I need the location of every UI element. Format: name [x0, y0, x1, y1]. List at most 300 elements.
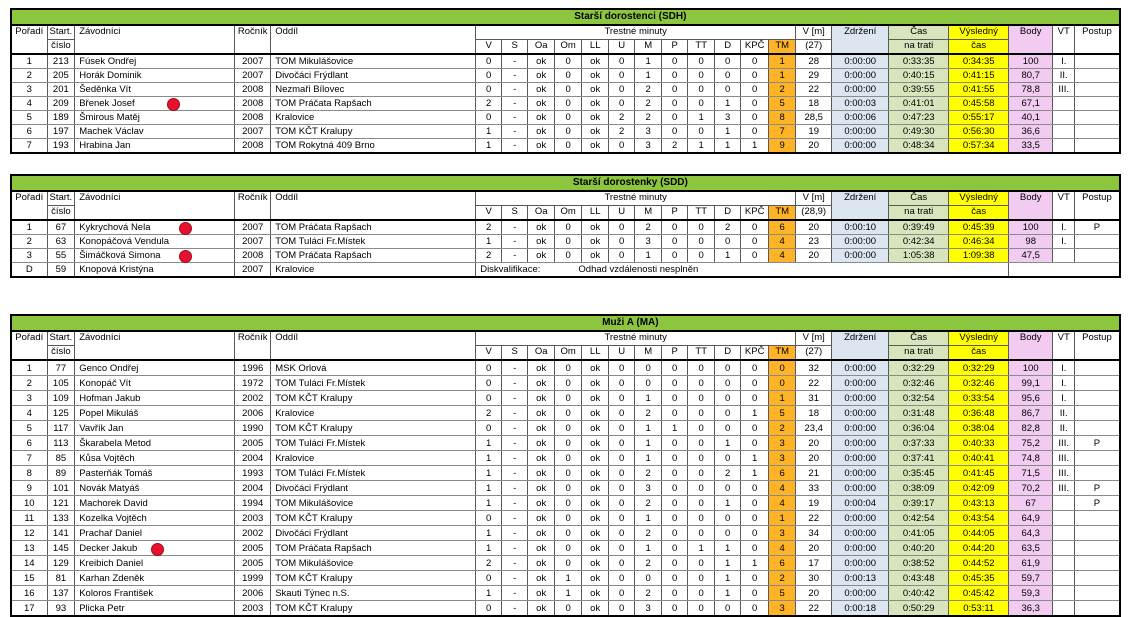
final-time-cell: 0:45:35	[949, 571, 1009, 586]
rank-cell: 4	[11, 97, 47, 111]
col-header-tm: TM	[769, 40, 796, 55]
club-cell: TOM Tuláci Fr.Místek	[271, 436, 476, 451]
racer-name-cell: Machek Václav	[75, 125, 235, 139]
results-table-sdh	[10, 8, 1121, 154]
penalty-cell: ok	[582, 69, 609, 83]
advancement-cell	[1075, 541, 1120, 556]
performance-class-cell: II.	[1053, 406, 1075, 421]
penalty-cell: -	[502, 466, 528, 481]
distance-estimate-cell: 31	[796, 391, 832, 406]
birth-year-cell: 1990	[235, 421, 271, 436]
points-cell: 36,6	[1009, 125, 1053, 139]
penalty-cell: 1	[476, 125, 502, 139]
penalty-cell: 0	[715, 451, 741, 466]
distance-estimate-cell: 29	[796, 69, 832, 83]
col-header-pen-p: P	[662, 206, 688, 221]
distance-estimate-cell: 20	[796, 436, 832, 451]
col-header-pen-m: M	[635, 40, 662, 55]
result-row	[11, 54, 1120, 69]
penalty-cell: -	[502, 481, 528, 496]
penalty-cell: 0	[715, 83, 741, 97]
advancement-cell	[1075, 235, 1120, 249]
penalty-cell: ok	[582, 220, 609, 235]
track-time-cell: 0:40:42	[889, 586, 949, 601]
track-time-cell: 0:38:09	[889, 481, 949, 496]
col-header-year: Ročník	[235, 331, 271, 360]
distance-estimate-cell: 20	[796, 249, 832, 263]
col-header-penalty-group: Trestné minuty	[476, 331, 796, 346]
col-header-club: Oddíl	[271, 25, 476, 54]
col-header-bib-line2: číslo	[47, 40, 75, 55]
penalty-cell: -	[502, 451, 528, 466]
tm-total-cell: 3	[769, 526, 796, 541]
col-header-pen-d: D	[715, 206, 741, 221]
penalty-cell: 0	[555, 526, 582, 541]
penalty-cell: 0	[476, 421, 502, 436]
penalty-cell: 0	[662, 69, 688, 83]
club-cell: Kralovice	[271, 406, 476, 421]
performance-class-cell: III.	[1053, 466, 1075, 481]
result-row	[11, 125, 1120, 139]
rank-cell: 5	[11, 421, 47, 436]
birth-year-cell: 2005	[235, 541, 271, 556]
penalty-cell: 0	[688, 406, 715, 421]
penalty-cell: 0	[688, 436, 715, 451]
penalty-cell: ok	[582, 125, 609, 139]
delay-cell: 0:00:00	[832, 586, 889, 601]
advancement-cell	[1075, 69, 1120, 83]
rank-cell: 11	[11, 511, 47, 526]
performance-class-cell	[1053, 111, 1075, 125]
club-cell: Divočáci Frýdlant	[271, 526, 476, 541]
points-cell: 86,7	[1009, 406, 1053, 421]
club-cell: TOM Tuláci Fr.Místek	[271, 376, 476, 391]
red-marker-dot	[151, 543, 164, 556]
result-row	[11, 220, 1120, 235]
tm-total-cell: 5	[769, 97, 796, 111]
col-header-vt: VT	[1053, 191, 1075, 220]
col-header-vm-note: (28,9)	[796, 206, 832, 221]
penalty-cell: 1	[715, 139, 741, 154]
penalty-cell: 0	[688, 54, 715, 69]
points-cell: 70,2	[1009, 481, 1053, 496]
penalty-cell: 0	[555, 69, 582, 83]
penalty-cell: -	[502, 586, 528, 601]
delay-cell: 0:00:00	[832, 139, 889, 154]
penalty-cell: 0	[741, 220, 769, 235]
delay-cell: 0:00:00	[832, 125, 889, 139]
tm-total-cell: 8	[769, 111, 796, 125]
bib-number-cell: 213	[47, 54, 75, 69]
penalty-cell: 0	[635, 376, 662, 391]
birth-year-cell: 2003	[235, 511, 271, 526]
racer-name-cell: Prachař Daniel	[75, 526, 235, 541]
disqualification-cell	[476, 263, 1009, 278]
penalty-cell: ok	[582, 235, 609, 249]
penalty-cell: ok	[582, 571, 609, 586]
penalty-cell: -	[502, 436, 528, 451]
penalty-cell: 0	[609, 69, 635, 83]
club-cell: TOM KČT Kralupy	[271, 511, 476, 526]
penalty-cell: ok	[528, 125, 555, 139]
performance-class-cell: I.	[1053, 360, 1075, 376]
penalty-cell: 0	[555, 511, 582, 526]
rank-cell: 1	[11, 54, 47, 69]
penalty-cell: ok	[582, 601, 609, 617]
points-cell: 61,9	[1009, 556, 1053, 571]
penalty-cell: 0	[609, 436, 635, 451]
penalty-cell: 1	[741, 139, 769, 154]
club-cell: Divočáci Frýdlant	[271, 481, 476, 496]
penalty-cell: 0	[662, 97, 688, 111]
penalty-cell: ok	[528, 451, 555, 466]
track-time-cell: 0:32:46	[889, 376, 949, 391]
penalty-cell: -	[502, 601, 528, 617]
tm-total-cell: 6	[769, 466, 796, 481]
col-header-final-line2: čas	[949, 40, 1009, 55]
racer-name-cell: Šimáčková Simona	[75, 249, 235, 263]
bib-number-cell: 85	[47, 451, 75, 466]
penalty-cell: 0	[688, 220, 715, 235]
rank-cell: 6	[11, 125, 47, 139]
racer-name-cell: Knopová Kristýna	[75, 263, 235, 278]
points-cell: 75,2	[1009, 436, 1053, 451]
penalty-cell: 1	[635, 69, 662, 83]
bib-number-cell: 189	[47, 111, 75, 125]
penalty-cell: 2	[635, 406, 662, 421]
penalty-cell: 0	[476, 391, 502, 406]
penalty-cell: 1	[715, 496, 741, 511]
penalty-cell: 1	[476, 526, 502, 541]
racer-name-cell: Fúsek Ondřej	[75, 54, 235, 69]
club-cell: TOM Tuláci Fr.Místek	[271, 466, 476, 481]
bib-number-cell: 141	[47, 526, 75, 541]
penalty-cell: 0	[741, 481, 769, 496]
penalty-cell: -	[502, 125, 528, 139]
result-row	[11, 83, 1120, 97]
final-time-cell: 0:45:39	[949, 220, 1009, 235]
track-time-cell: 0:39:17	[889, 496, 949, 511]
result-row	[11, 451, 1120, 466]
penalty-cell: 0	[741, 601, 769, 617]
distance-estimate-cell: 19	[796, 125, 832, 139]
track-time-cell: 0:41:05	[889, 526, 949, 541]
penalty-cell: 1	[555, 571, 582, 586]
penalty-cell: ok	[528, 360, 555, 376]
penalty-cell: ok	[528, 421, 555, 436]
track-time-cell: 0:43:48	[889, 571, 949, 586]
penalty-cell: -	[502, 111, 528, 125]
club-cell: TOM KČT Kralupy	[271, 421, 476, 436]
delay-cell: 0:00:00	[832, 436, 889, 451]
col-header-rank: Pořadí	[11, 331, 47, 360]
performance-class-cell	[1053, 511, 1075, 526]
delay-cell: 0:00:00	[832, 376, 889, 391]
bib-number-cell: 67	[47, 220, 75, 235]
penalty-cell: 1	[715, 249, 741, 263]
penalty-cell: 0	[715, 421, 741, 436]
penalty-cell: 0	[476, 601, 502, 617]
penalty-cell: -	[502, 54, 528, 69]
penalty-cell: ok	[528, 83, 555, 97]
result-row	[11, 249, 1120, 263]
col-header-pen-m: M	[635, 346, 662, 361]
distance-estimate-cell: 22	[796, 83, 832, 97]
penalty-cell: 0	[609, 220, 635, 235]
rank-cell: 8	[11, 466, 47, 481]
club-cell: TOM Tuláci Fr.Místek	[271, 235, 476, 249]
advancement-cell	[1075, 391, 1120, 406]
track-time-cell: 0:42:54	[889, 511, 949, 526]
col-header-pen-u: U	[609, 346, 635, 361]
tm-total-cell: 0	[769, 376, 796, 391]
penalty-cell: -	[502, 249, 528, 263]
points-cell: 64,3	[1009, 526, 1053, 541]
tm-total-cell: 4	[769, 235, 796, 249]
penalty-cell: ok	[582, 360, 609, 376]
racer-name-cell: Šeděnka Vít	[75, 83, 235, 97]
penalty-cell: 3	[635, 235, 662, 249]
col-header-pen-oa: Oa	[528, 346, 555, 361]
col-header-racers: Závodníci	[75, 331, 235, 360]
penalty-cell: 0	[555, 97, 582, 111]
points-cell: 36,3	[1009, 601, 1053, 617]
club-cell: TOM KČT Kralupy	[271, 391, 476, 406]
final-time-cell: 0:42:09	[949, 481, 1009, 496]
distance-estimate-cell: 28,5	[796, 111, 832, 125]
track-time-cell: 0:47:23	[889, 111, 949, 125]
penalty-cell: 0	[688, 69, 715, 83]
delay-cell: 0:00:06	[832, 111, 889, 125]
penalty-cell: 2	[635, 466, 662, 481]
penalty-cell: 0	[715, 601, 741, 617]
results-sheet	[0, 8, 1128, 614]
points-cell: 100	[1009, 220, 1053, 235]
advancement-cell	[1075, 360, 1120, 376]
penalty-cell: 2	[609, 111, 635, 125]
penalty-cell: -	[502, 526, 528, 541]
advancement-cell	[1075, 421, 1120, 436]
col-header-pen-ll: LL	[582, 40, 609, 55]
distance-estimate-cell: 19	[796, 496, 832, 511]
racer-name-cell: Decker Jakub	[75, 541, 235, 556]
penalty-cell: 0	[555, 466, 582, 481]
bib-number-cell: 201	[47, 83, 75, 97]
penalty-cell: -	[502, 376, 528, 391]
penalty-cell: 0	[688, 496, 715, 511]
final-time-cell: 0:43:54	[949, 511, 1009, 526]
col-header-advance: Postup	[1075, 331, 1120, 360]
penalty-cell: 0	[609, 526, 635, 541]
penalty-cell: 3	[635, 125, 662, 139]
distance-estimate-cell: 20	[796, 139, 832, 154]
tm-total-cell: 2	[769, 571, 796, 586]
final-time-cell: 0:33:54	[949, 391, 1009, 406]
advancement-cell	[1075, 511, 1120, 526]
penalty-cell: 0	[609, 466, 635, 481]
distance-estimate-cell: 28	[796, 54, 832, 69]
penalty-cell: ok	[528, 481, 555, 496]
red-marker-dot	[179, 250, 192, 263]
tm-total-cell: 1	[769, 69, 796, 83]
penalty-cell: 2	[609, 125, 635, 139]
penalty-cell: 1	[476, 451, 502, 466]
distance-estimate-cell: 20	[796, 541, 832, 556]
penalty-cell: 0	[609, 54, 635, 69]
penalty-cell: 1	[476, 436, 502, 451]
penalty-cell: 0	[662, 556, 688, 571]
birth-year-cell: 1972	[235, 376, 271, 391]
penalty-cell: ok	[528, 466, 555, 481]
rank-cell: 7	[11, 139, 47, 154]
penalty-cell: 3	[715, 111, 741, 125]
penalty-cell: 0	[476, 571, 502, 586]
penalty-cell: 0	[662, 376, 688, 391]
penalty-cell: 0	[555, 235, 582, 249]
penalty-cell: 2	[635, 526, 662, 541]
col-header-pen-u: U	[609, 206, 635, 221]
racer-name-cell: Břenek Josef	[75, 97, 235, 111]
birth-year-cell: 2007	[235, 54, 271, 69]
penalty-cell: ok	[528, 511, 555, 526]
final-time-cell: 0:32:46	[949, 376, 1009, 391]
points-cell: 74,8	[1009, 451, 1053, 466]
penalty-cell: 0	[609, 391, 635, 406]
birth-year-cell: 2008	[235, 249, 271, 263]
penalty-cell: 2	[476, 249, 502, 263]
penalty-cell: 1	[476, 481, 502, 496]
tm-total-cell: 6	[769, 556, 796, 571]
performance-class-cell: III.	[1053, 436, 1075, 451]
racer-name-cell: Machorek David	[75, 496, 235, 511]
penalty-cell: 0	[476, 111, 502, 125]
result-row	[11, 69, 1120, 83]
col-header-tm: TM	[769, 346, 796, 361]
penalty-cell: 2	[635, 111, 662, 125]
penalty-cell: 0	[609, 421, 635, 436]
penalty-cell: 0	[662, 220, 688, 235]
birth-year-cell: 2007	[235, 69, 271, 83]
penalty-cell: 0	[555, 220, 582, 235]
rank-cell: 12	[11, 526, 47, 541]
performance-class-cell	[1053, 496, 1075, 511]
racer-name-cell: Kykrychová Nela	[75, 220, 235, 235]
penalty-cell: 0	[688, 586, 715, 601]
penalty-cell: 1	[662, 421, 688, 436]
col-header-pen-oa: Oa	[528, 206, 555, 221]
penalty-cell: 3	[635, 139, 662, 154]
penalty-cell: -	[502, 541, 528, 556]
club-cell: TOM Práčata Rapšach	[271, 220, 476, 235]
penalty-cell: 1	[741, 466, 769, 481]
result-row	[11, 481, 1120, 496]
col-header-points: Body	[1009, 25, 1053, 54]
penalty-cell: 2	[662, 139, 688, 154]
penalty-cell: 0	[476, 54, 502, 69]
result-row	[11, 466, 1120, 481]
delay-cell: 0:00:00	[832, 360, 889, 376]
points-cell: 47,5	[1009, 249, 1053, 263]
track-time-cell: 0:37:41	[889, 451, 949, 466]
penalty-cell: 0	[662, 601, 688, 617]
final-time-cell: 0:41:55	[949, 83, 1009, 97]
points-cell: 80,7	[1009, 69, 1053, 83]
penalty-cell: 0	[662, 235, 688, 249]
advancement-cell	[1075, 376, 1120, 391]
birth-year-cell: 2005	[235, 556, 271, 571]
points-cell: 71,5	[1009, 466, 1053, 481]
penalty-cell: ok	[528, 436, 555, 451]
racer-name-cell: Kozelka Vojtěch	[75, 511, 235, 526]
col-header-pen-u: U	[609, 40, 635, 55]
penalty-cell: -	[502, 496, 528, 511]
penalty-cell: 0	[688, 466, 715, 481]
final-time-cell: 0:46:34	[949, 235, 1009, 249]
penalty-cell: 0	[688, 571, 715, 586]
bib-number-cell: 193	[47, 139, 75, 154]
col-header-bib-line2: číslo	[47, 346, 75, 361]
col-header-vt: VT	[1053, 331, 1075, 360]
penalty-cell: 1	[741, 556, 769, 571]
table-title-sdh: Starší dorostenci (SDH)	[11, 9, 1120, 25]
penalty-cell: 0	[715, 391, 741, 406]
advancement-cell: P	[1075, 220, 1120, 235]
delay-cell: 0:00:03	[832, 97, 889, 111]
advancement-cell	[1075, 97, 1120, 111]
advancement-cell	[1075, 54, 1120, 69]
advancement-cell	[1075, 451, 1120, 466]
birth-year-cell: 2003	[235, 601, 271, 617]
racer-name-cell: Hofman Jakub	[75, 391, 235, 406]
club-cell: Kralovice	[271, 451, 476, 466]
track-time-cell: 0:41:01	[889, 97, 949, 111]
col-header-pen-m: M	[635, 206, 662, 221]
penalty-cell: 0	[476, 376, 502, 391]
rank-cell: 3	[11, 391, 47, 406]
penalty-cell: 0	[555, 125, 582, 139]
penalty-cell: ok	[582, 376, 609, 391]
penalty-cell: 1	[476, 139, 502, 154]
penalty-cell: 0	[741, 391, 769, 406]
distance-estimate-cell: 20	[796, 586, 832, 601]
penalty-cell: 0	[635, 360, 662, 376]
penalty-cell: 0	[555, 111, 582, 125]
bib-number-cell: 205	[47, 69, 75, 83]
penalty-cell: 0	[715, 481, 741, 496]
birth-year-cell: 2008	[235, 83, 271, 97]
penalty-cell: 0	[741, 376, 769, 391]
penalty-cell: 0	[662, 541, 688, 556]
col-header-delay: Zdržení	[832, 191, 889, 220]
delay-cell: 0:00:00	[832, 391, 889, 406]
penalty-cell: -	[502, 360, 528, 376]
racer-name-cell: Hrabina Jan	[75, 139, 235, 154]
penalty-cell: 0	[741, 69, 769, 83]
penalty-cell: ok	[528, 111, 555, 125]
col-header-advance: Postup	[1075, 25, 1120, 54]
penalty-cell: 2	[635, 556, 662, 571]
col-header-pen-v: V	[476, 346, 502, 361]
result-row	[11, 601, 1120, 617]
penalty-cell: 2	[715, 466, 741, 481]
rank-cell: 9	[11, 481, 47, 496]
birth-year-cell: 2006	[235, 406, 271, 421]
penalty-cell: 0	[688, 601, 715, 617]
result-row	[11, 139, 1120, 154]
col-header-pen-ll: LL	[582, 206, 609, 221]
col-header-final-line2: čas	[949, 206, 1009, 221]
col-header-vm: V [m]	[796, 191, 832, 206]
